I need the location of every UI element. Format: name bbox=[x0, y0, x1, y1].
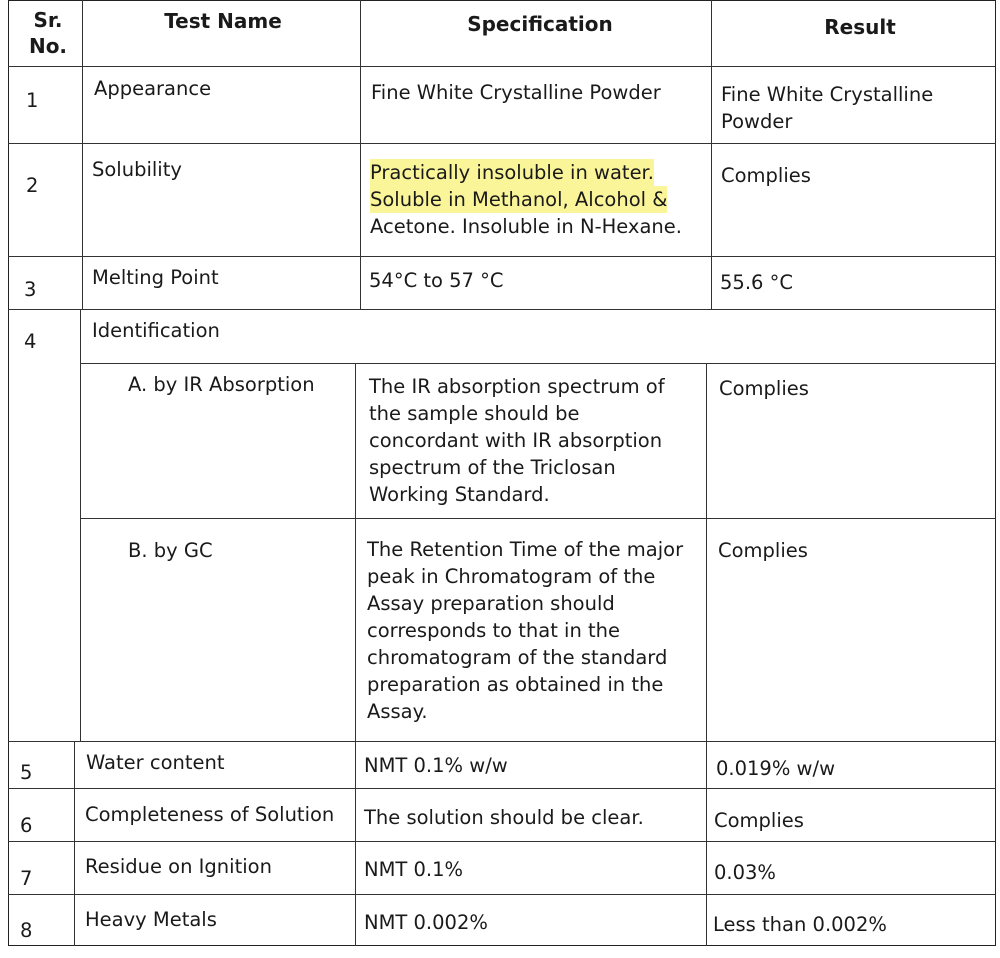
row-sr: 1 bbox=[26, 89, 39, 112]
sub-specification: Assay preparation should bbox=[367, 592, 615, 615]
row-divider bbox=[8, 309, 996, 310]
row-test-name: Identification bbox=[92, 319, 220, 342]
row-test-name: Residue on Ignition bbox=[85, 855, 272, 878]
sub-specification: peak in Chromatogram of the bbox=[367, 565, 656, 588]
row-result: Complies bbox=[714, 809, 804, 832]
row-sr: 3 bbox=[24, 278, 37, 301]
row-test-name: Melting Point bbox=[92, 266, 219, 289]
row-result: 55.6 °C bbox=[720, 271, 793, 294]
row-divider bbox=[8, 894, 996, 895]
row-specification: Practically insoluble in water. bbox=[370, 161, 654, 184]
header-specification: Specification bbox=[467, 12, 613, 36]
column-divider bbox=[74, 741, 75, 946]
header-sr-line2: No. bbox=[28, 34, 68, 58]
sub-specification: Assay. bbox=[367, 700, 428, 723]
sub-specification: concordant with IR absorption bbox=[369, 429, 663, 452]
sub-specification: Working Standard. bbox=[369, 483, 550, 506]
row-result: Fine White Crystalline bbox=[721, 83, 934, 106]
sub-specification: the sample should be bbox=[369, 402, 580, 425]
row-divider bbox=[8, 256, 996, 257]
row-specification: NMT 0.002% bbox=[364, 911, 488, 934]
column-divider bbox=[360, 0, 361, 309]
column-divider bbox=[711, 0, 712, 309]
row-specification: NMT 0.1% w/w bbox=[364, 754, 508, 777]
sub-specification: preparation as obtained in the bbox=[367, 673, 664, 696]
row-divider bbox=[8, 66, 996, 67]
row-specification: 54°C to 57 °C bbox=[369, 269, 504, 292]
row-result: 0.03% bbox=[714, 861, 776, 884]
header-test-name: Test Name bbox=[164, 9, 282, 33]
row-specification: Soluble in Methanol, Alcohol & bbox=[370, 188, 668, 211]
column-divider bbox=[355, 363, 356, 946]
row-test-name: Appearance bbox=[94, 77, 212, 100]
row-divider bbox=[8, 788, 996, 789]
sub-result: Complies bbox=[719, 377, 809, 400]
sub-result: Complies bbox=[718, 539, 808, 562]
header-result: Result bbox=[824, 15, 896, 39]
row-sr: 2 bbox=[26, 174, 39, 197]
row-result: Less than 0.002% bbox=[713, 913, 887, 936]
row-sr: 6 bbox=[20, 814, 33, 837]
row-result: Powder bbox=[721, 110, 793, 133]
row-sr: 7 bbox=[20, 867, 33, 890]
row-sr: 5 bbox=[20, 761, 33, 784]
row-test-name: Solubility bbox=[92, 158, 182, 181]
row-test-name: Completeness of Solution bbox=[85, 803, 335, 826]
row-sr: 8 bbox=[20, 919, 33, 942]
row-divider bbox=[80, 518, 996, 519]
row-result: 0.019% w/w bbox=[716, 757, 836, 780]
row-divider bbox=[8, 841, 996, 842]
row-test-name: Heavy Metals bbox=[85, 908, 217, 931]
sub-test-label: A. by IR Absorption bbox=[128, 373, 315, 396]
row-result: Complies bbox=[721, 164, 811, 187]
sub-test-label: B. by GC bbox=[128, 539, 213, 562]
sub-specification: chromatogram of the standard bbox=[367, 646, 668, 669]
header-sr-line1: Sr. bbox=[33, 8, 63, 32]
sub-specification: The Retention Time of the major bbox=[367, 538, 684, 561]
row-specification: Fine White Crystalline Powder bbox=[371, 81, 661, 104]
sub-specification: spectrum of the Triclosan bbox=[369, 456, 616, 479]
sub-specification: corresponds to that in the bbox=[367, 619, 621, 642]
row-specification: Acetone. Insoluble in N-Hexane. bbox=[370, 215, 682, 238]
row-test-name: Water content bbox=[86, 751, 225, 774]
column-divider bbox=[706, 363, 707, 946]
row-sr: 4 bbox=[24, 330, 37, 353]
row-divider bbox=[80, 363, 996, 364]
sub-specification: The IR absorption spectrum of bbox=[369, 375, 665, 398]
row-specification: NMT 0.1% bbox=[364, 858, 464, 881]
column-divider bbox=[82, 0, 83, 309]
row-divider bbox=[8, 143, 996, 144]
row-divider bbox=[8, 741, 996, 742]
column-divider bbox=[80, 309, 81, 741]
row-specification: The solution should be clear. bbox=[364, 806, 644, 829]
